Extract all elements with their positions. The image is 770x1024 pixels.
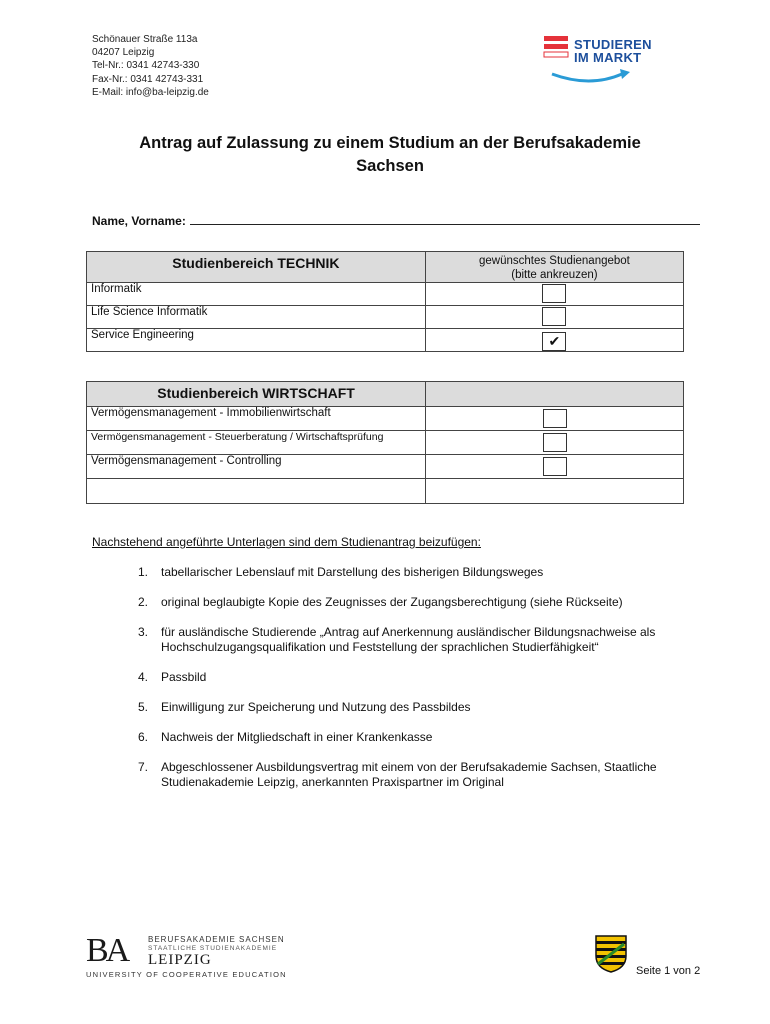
list-item — [92, 760, 712, 790]
ba-logo-line3: LEIPZIG — [148, 952, 212, 968]
checkbox-controlling[interactable] — [543, 457, 567, 476]
list-item-text: für ausländische Studierende „Antrag auf Anerkennung ausländischer Bildungsnachweise als — [161, 625, 656, 639]
checkbox-informatik[interactable] — [542, 284, 566, 303]
checkbox-service-engineering[interactable] — [542, 332, 566, 351]
wirtschaft-heading-right-cell — [426, 382, 684, 407]
list-item-text: Nachweis der Mitgliedschaft in einer Krankenkasse — [161, 730, 433, 744]
address-city: 04207 Leipzig — [92, 47, 155, 59]
address-email: E-Mail: info@ba-leipzig.de — [92, 86, 209, 98]
list-item-number: 7. — [138, 760, 149, 774]
title-line-1: Antrag auf Zulassung zu einem Studium an der Berufsakademie — [139, 134, 641, 152]
ba-logo-line4: UNIVERSITY OF COOPERATIVE EDUCATION — [86, 970, 287, 979]
technik-row-life-science: Life Science Informatik — [87, 306, 426, 329]
checkbox-steuerberatung[interactable] — [543, 433, 567, 452]
list-item-text: Abgeschlossener Ausbildungsvertrag mit einem von der Berufsakademie Sachsen, Staatliche — [161, 760, 657, 774]
page-number: Seite 1 von 2 — [636, 965, 701, 977]
technik-heading: Studienbereich TECHNIK — [172, 255, 340, 271]
checkbox-life-science-informatik[interactable] — [542, 307, 566, 326]
list-item — [92, 730, 712, 745]
logo-text-line2: IM MARKT — [574, 50, 642, 65]
selection-heading-line1: gewünschtes Studienangebot — [478, 255, 630, 267]
wirtschaft-row-immobilien: Vermögensmanagement - Immobilienwirtschaft — [87, 407, 426, 431]
name-row — [92, 213, 700, 228]
technik-table — [86, 251, 684, 352]
name-input-line[interactable] — [190, 213, 700, 225]
ba-logo-line2: STAATLICHE STUDIENAKADEMIE — [148, 945, 278, 952]
list-item — [92, 670, 712, 685]
wirtschaft-check-cell — [426, 455, 684, 479]
wirtschaft-check-cell-empty — [426, 479, 684, 504]
wirtschaft-table — [86, 381, 684, 504]
wirtschaft-row-steuerberatung: Vermögensmanagement - Steuerberatung / Wirtschaftsprüfung — [87, 431, 426, 455]
technik-check-cell — [425, 306, 683, 329]
wirtschaft-check-cell — [426, 431, 684, 455]
address-phone: Tel-Nr.: 0341 42743-330 — [92, 60, 200, 72]
list-item-number: 4. — [138, 670, 149, 684]
saxony-coat-of-arms-icon — [594, 934, 628, 974]
studieren-im-markt-logo — [540, 30, 660, 90]
ba-logo-line1: BERUFSAKADEMIE SACHSEN — [148, 935, 285, 944]
title-line-2: Sachsen — [356, 157, 424, 175]
address-street: Schönauer Straße 113a — [92, 34, 198, 45]
list-item-text: original beglaubigte Kopie des Zeugnisses der Zugangsberechtigung (siehe Rückseite) — [161, 595, 623, 609]
technik-row-service-engineering: Service Engineering — [87, 329, 426, 352]
list-item-text: Einwilligung zur Speicherung und Nutzung des Passbildes — [161, 700, 471, 714]
list-item-text-cont: Hochschulzugangsqualifikation und Feststellung der sprachlichen Studierfähigkeit“ — [161, 640, 599, 654]
wirtschaft-heading: Studienbereich WIRTSCHAFT — [157, 385, 355, 401]
technik-check-cell — [425, 329, 683, 352]
list-item-number: 1. — [138, 565, 149, 579]
list-item-text: Passbild — [161, 670, 207, 684]
technik-row-informatik: Informatik — [87, 283, 426, 306]
page-title — [90, 132, 690, 178]
list-item — [92, 625, 712, 655]
logo-text-line1: STUDIEREN — [574, 37, 652, 52]
selection-heading-cell — [425, 252, 683, 283]
wirtschaft-heading-cell — [87, 382, 426, 407]
list-item — [92, 700, 712, 715]
technik-check-cell — [425, 283, 683, 306]
checkbox-immobilienwirtschaft[interactable] — [543, 409, 567, 428]
selection-heading-line2: (bitte ankreuzen) — [511, 269, 598, 281]
wirtschaft-row-empty — [87, 479, 426, 504]
list-item — [92, 595, 712, 610]
list-item-number: 5. — [138, 700, 149, 714]
address-fax: Fax-Nr.: 0341 42743-331 — [92, 73, 204, 85]
list-item — [92, 565, 712, 580]
wirtschaft-row-controlling: Vermögensmanagement - Controlling — [87, 455, 426, 479]
list-item-number: 6. — [138, 730, 149, 744]
documents-intro: Nachstehend angeführte Unterlagen sind dem Studienantrag beizufügen: — [92, 535, 481, 549]
list-item-number: 2. — [138, 595, 149, 609]
name-label: Name, Vorname: — [92, 214, 186, 228]
list-item-text: tabellarischer Lebenslauf mit Darstellung des bisherigen Bildungsweges — [161, 565, 544, 579]
technik-heading-cell — [87, 252, 426, 283]
list-item-text-cont: Studienakademie Leipzig, anerkannten Praxispartner im Original — [161, 775, 504, 789]
list-item-number: 3. — [138, 625, 149, 639]
ba-leipzig-logo — [86, 932, 286, 980]
documents-list — [92, 565, 712, 790]
wirtschaft-check-cell — [426, 407, 684, 431]
ba-logo-letters: BA — [86, 932, 128, 969]
sender-address — [92, 33, 209, 99]
checkmark-icon: ✔ — [548, 332, 561, 349]
